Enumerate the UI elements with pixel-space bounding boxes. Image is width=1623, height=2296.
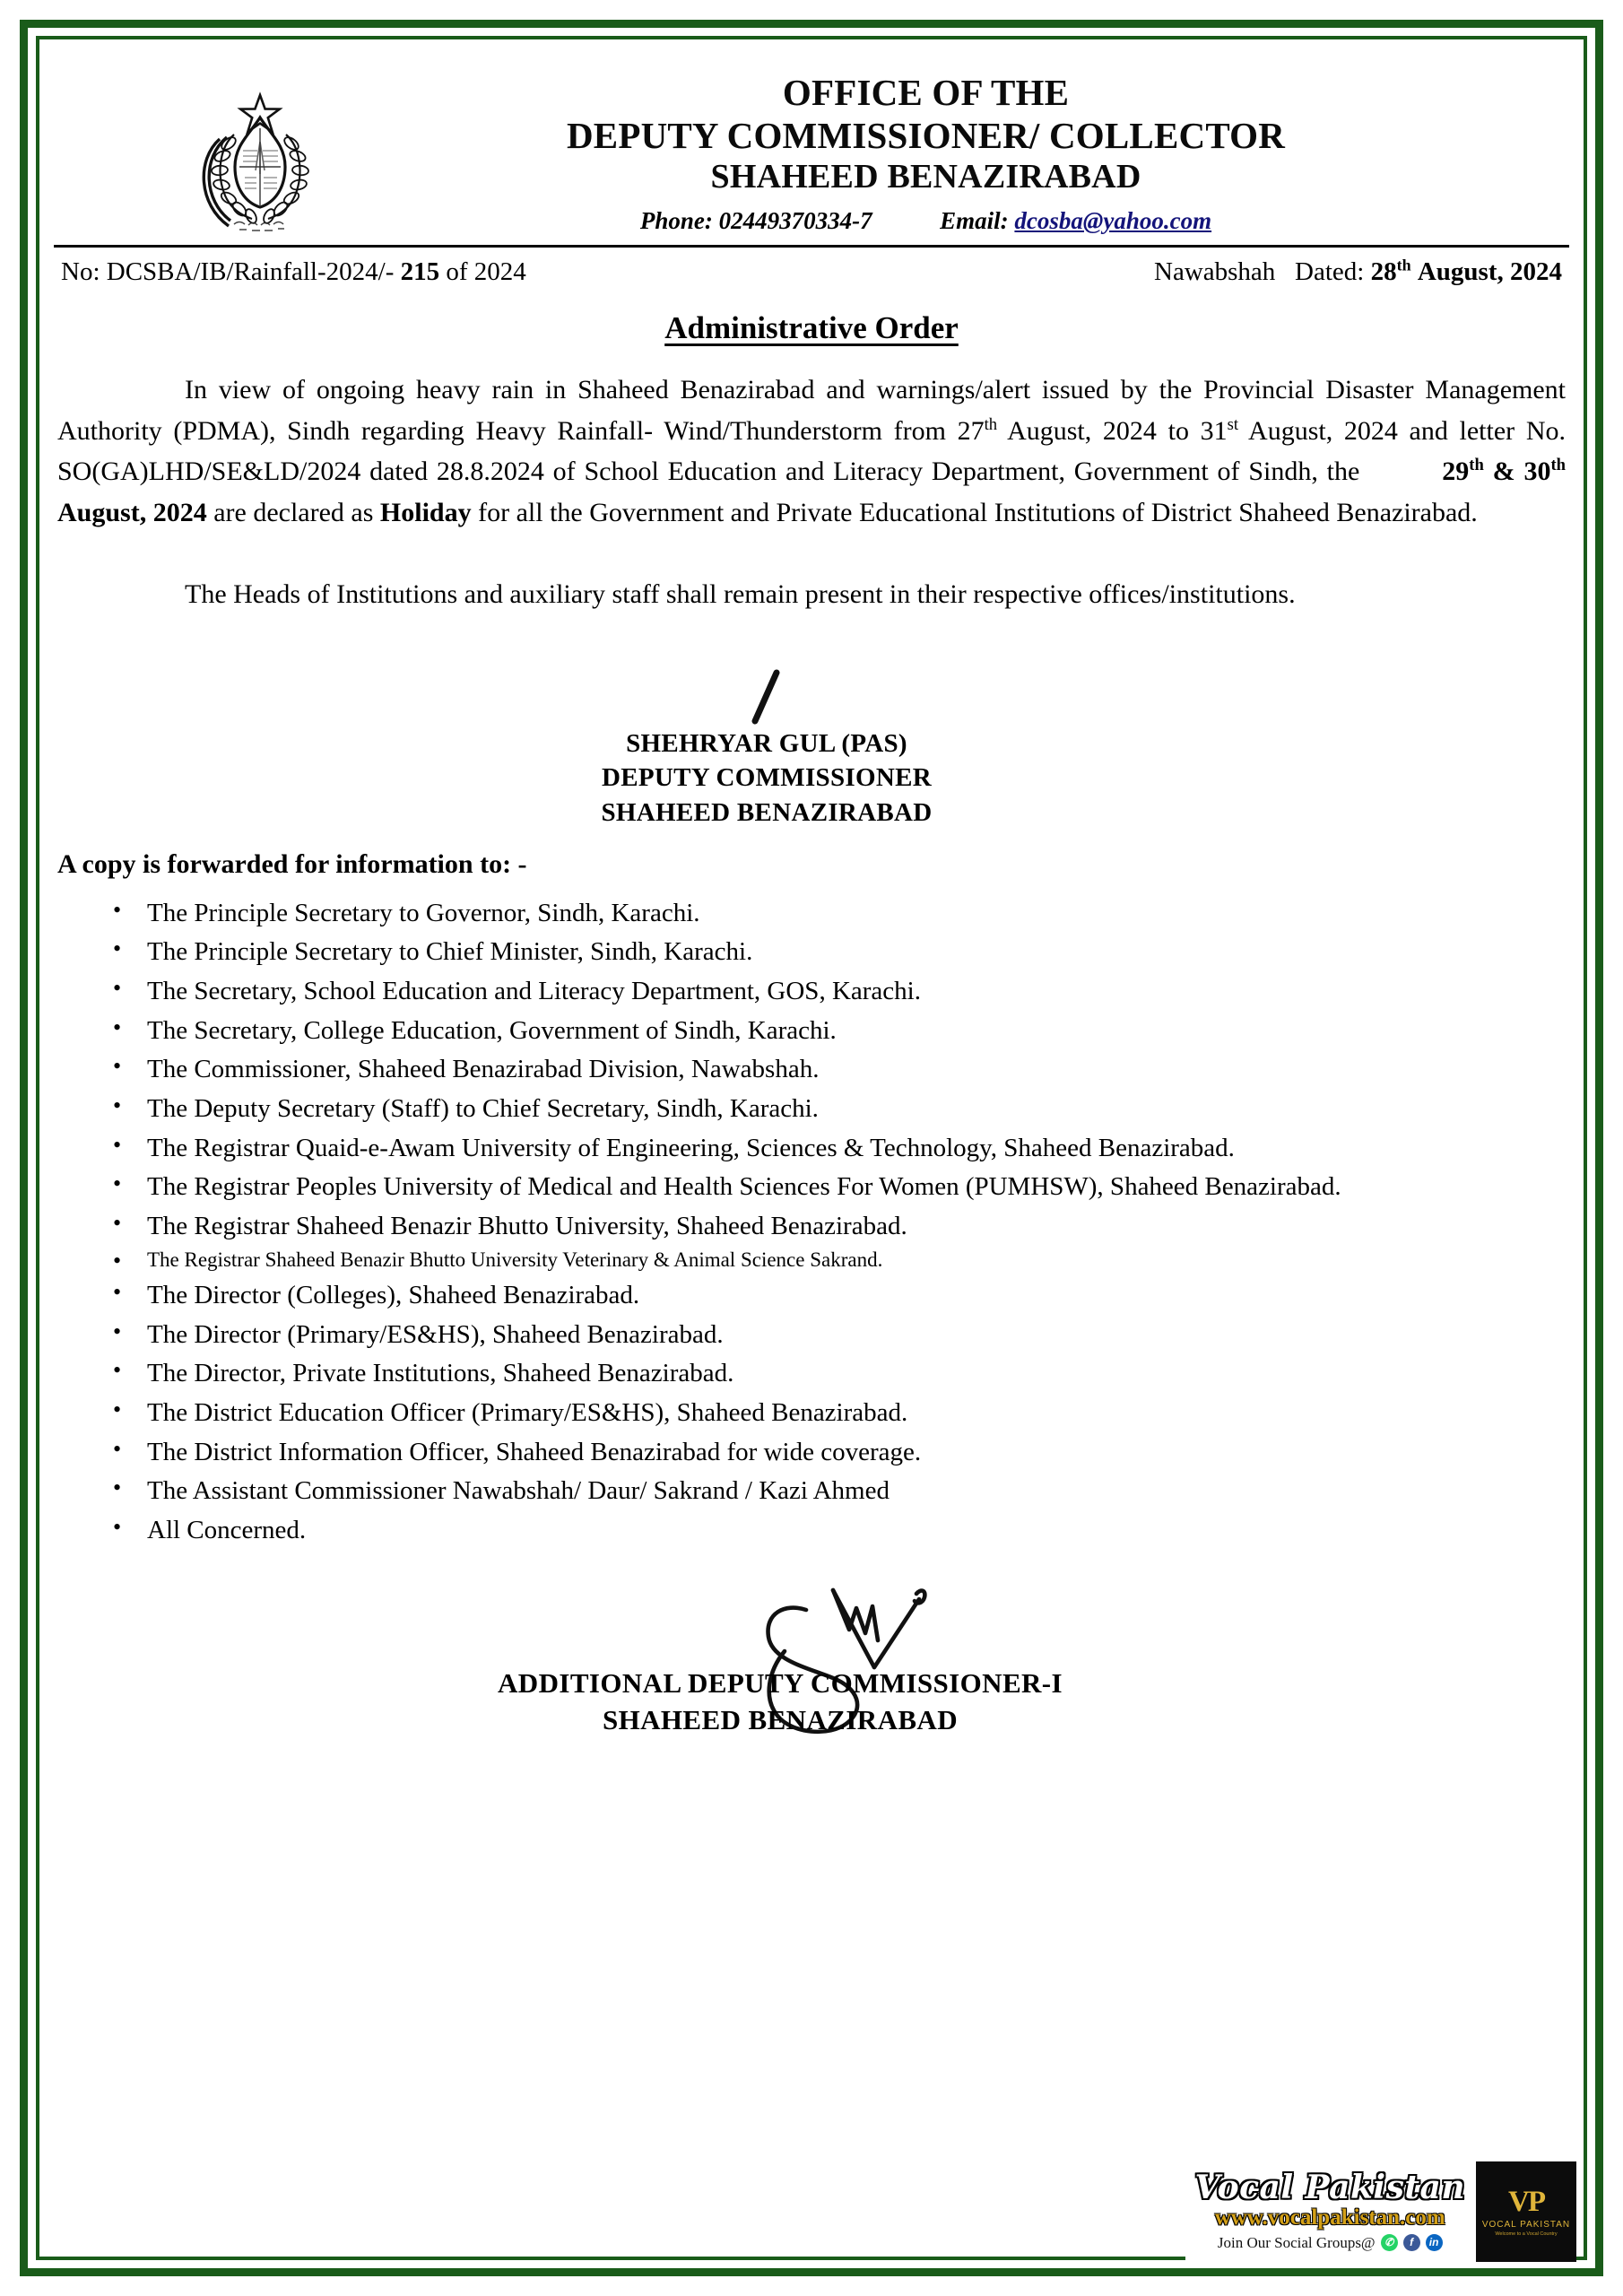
contact-line — [399, 207, 1453, 235]
signature-mark-icon — [54, 669, 1480, 725]
list-item: • The Principle Secretary to Governor, Sindh, Karachi. — [109, 894, 1564, 933]
para2-text: The Heads of Institutions and auxiliary staff shall remain present in their respective offices/institutions. — [185, 579, 1296, 610]
para1-date-29: 29 — [1442, 457, 1470, 487]
pakistan-state-emblem-icon — [54, 66, 399, 236]
list-item: • The Director (Primary/ES&HS), Shaheed Benazirabad. — [109, 1316, 1564, 1354]
reference-serial: 215 — [400, 257, 440, 286]
reference-line — [54, 257, 1569, 287]
signature-block-top — [54, 669, 1569, 830]
watermark-logo — [1476, 2161, 1576, 2262]
list-item: • The Registrar Shaheed Benazir Bhutto University Veterinary & Animal Science Sakrand. — [109, 1246, 1564, 1275]
para1-sup1: th — [984, 414, 998, 434]
bottom-signatory-lines — [54, 1665, 1506, 1739]
para1-part1: In view of ongoing heavy rain in Shaheed Benazirabad and warnings/alert issued by the Provincial Disaster Management Authority (PDMA), Sindh regarding Heavy Rainfall- Wind/Thunderstorm from 27 — [57, 375, 1566, 446]
office-line-3: SHAHEED BENAZIRABAD — [710, 158, 1141, 196]
list-item: • The Registrar Peoples University of Medical and Health Sciences For Women (PUMHSW), Shaheed Benazirabad. — [109, 1168, 1564, 1206]
para1-part3: August, 2024 and letter No. SO(GA)LHD/SE&LD/2024 dated 28.8.2024 of School Education and Literacy Department, Government of Sindh, the — [57, 415, 1566, 487]
whatsapp-icon[interactable]: ✆ — [1381, 2234, 1398, 2251]
list-item: • The Assistant Commissioner Nawabshah/ Daur/ Sakrand / Kazi Ahmed — [109, 1472, 1564, 1510]
list-item: • The Registrar Shaheed Benazir Bhutto University, Shaheed Benazirabad. — [109, 1207, 1564, 1246]
watermark-text-block — [1185, 2161, 1476, 2262]
linkedin-icon[interactable]: in — [1426, 2234, 1443, 2251]
reference-place: Nawabshah — [1154, 257, 1276, 286]
watermark-logo-tagline: Welcome to a Vocal Country — [1495, 2231, 1558, 2237]
list-item: • The Principle Secretary to Chief Minister, Sindh, Karachi. — [109, 933, 1564, 971]
para1-holiday: Holiday — [379, 497, 472, 527]
reference-dated-label: Dated: — [1295, 257, 1365, 286]
signatory-designation: DEPUTY COMMISSIONER — [602, 763, 932, 793]
para1-part4: are declared as — [206, 497, 380, 527]
list-item: • The Secretary, College Education, Government of Sindh, Karachi. — [109, 1012, 1564, 1050]
list-item: • The District Information Officer, Shaheed Benazirabad for wide coverage. — [109, 1433, 1564, 1472]
para1-date-30: & 30 — [1492, 457, 1551, 487]
signatory-location: SHAHEED BENAZIRABAD — [601, 797, 933, 827]
watermark-social-row — [1194, 2234, 1465, 2252]
list-item: • The Commissioner, Shaheed Benazirabad Division, Nawabshah. — [109, 1050, 1564, 1089]
reference-date-rest: August, 2024 — [1417, 257, 1562, 286]
reference-of: of — [446, 257, 468, 286]
office-titles — [399, 66, 1569, 235]
facebook-icon[interactable]: f — [1403, 2234, 1420, 2251]
para1-part5: for all the Government and Private Educational Institutions of District Shaheed Benazirabad. — [471, 497, 1478, 527]
reference-number-group — [61, 257, 526, 287]
body-paragraph-2 — [54, 574, 1569, 615]
watermark-logo-name: VOCAL PAKISTAN — [1481, 2219, 1571, 2230]
para1-part2: August, 2024 to 31 — [997, 415, 1228, 446]
document-title: Administrative Order — [664, 310, 959, 345]
watermark-brand: Vocal Pakistan — [1194, 2169, 1465, 2207]
phone-label: Phone: — [639, 207, 713, 235]
letterhead — [54, 52, 1569, 236]
phone-value: 02449370334-7 — [718, 207, 872, 235]
watermark-social-text: Join Our Social Groups@ — [1217, 2233, 1376, 2251]
forwarded-list — [54, 894, 1569, 1550]
list-item: • The Registrar Quaid-e-Awam University of Engineering, Sciences & Technology, Shaheed Benazirabad. — [109, 1129, 1564, 1168]
watermark-logo-mark: VP — [1508, 2185, 1544, 2218]
document-content — [54, 52, 1569, 2244]
list-item: • The Director, Private Institutions, Shaheed Benazirabad. — [109, 1354, 1564, 1393]
list-item: • The Director (Colleges), Shaheed Benazirabad. — [109, 1276, 1564, 1315]
reference-date-suffix: th — [1396, 256, 1411, 274]
list-item: • The Secretary, School Education and Literacy Department, GOS, Karachi. — [109, 972, 1564, 1011]
header-divider — [54, 245, 1569, 248]
office-line-2: DEPUTY COMMISSIONER/ COLLECTOR — [566, 114, 1286, 156]
list-item: • The Deputy Secretary (Staff) to Chief Secretary, Sindh, Karachi. — [109, 1090, 1564, 1128]
signatory-name: SHEHRYAR GUL (PAS) — [626, 728, 907, 758]
email-link[interactable]: dcosba@yahoo.com — [1014, 207, 1212, 235]
forwarded-heading: A copy is forwarded for information to: - — [57, 848, 527, 879]
body-paragraph-1 — [54, 370, 1569, 533]
list-item: • The District Education Officer (Primary/ES&HS), Shaheed Benazirabad. — [109, 1394, 1564, 1432]
para1-date-rest: August, 2024 — [57, 497, 207, 527]
bottom-signatory-designation: ADDITIONAL DEPUTY COMMISSIONER-I — [498, 1667, 1063, 1700]
office-line-1: OFFICE OF THE — [782, 72, 1070, 113]
signature-block-bottom — [54, 1579, 1569, 1750]
para1-date-30-suffix: th — [1550, 456, 1566, 475]
reference-date-day: 28 — [1370, 257, 1397, 286]
reference-file-number: DCSBA/IB/Rainfall-2024/- — [106, 257, 395, 286]
para1-date-29-suffix: th — [1469, 456, 1484, 475]
watermark-url[interactable]: www.vocalpakistan.com — [1214, 2205, 1445, 2231]
reference-no-label: No: — [61, 257, 100, 286]
email-label: Email: — [940, 207, 1009, 235]
vocal-pakistan-watermark — [1185, 2161, 1576, 2262]
reference-year: 2024 — [473, 257, 526, 286]
bottom-signatory-location: SHAHEED BENAZIRABAD — [602, 1704, 959, 1736]
para1-sup2: st — [1227, 414, 1239, 434]
reference-place-date — [1154, 257, 1562, 287]
list-item: • All Concerned. — [109, 1511, 1564, 1550]
